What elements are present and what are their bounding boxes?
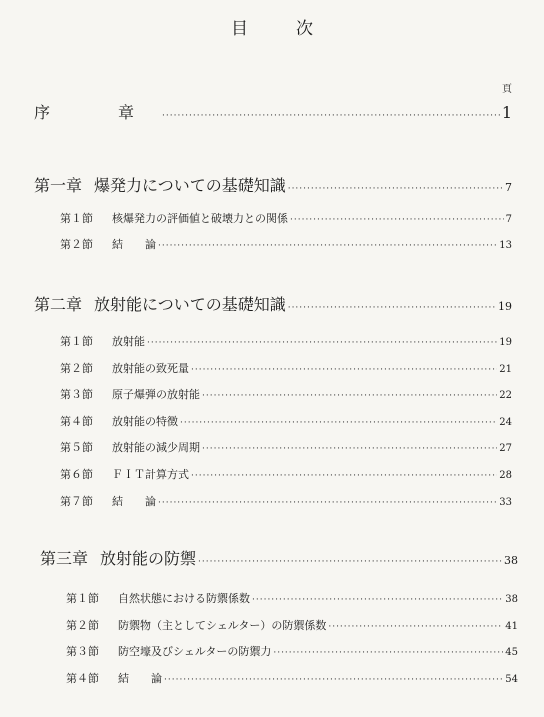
toc-entry-section[interactable]	[66, 670, 518, 686]
section-title: 結 論	[118, 672, 162, 685]
section-number: 第３節	[60, 388, 93, 401]
leader-dots	[198, 557, 502, 567]
toc-entry-prologue[interactable]	[34, 100, 512, 123]
section-number: 第２節	[66, 619, 99, 632]
page-number: 7	[505, 181, 512, 194]
toc-entry-section[interactable]	[60, 236, 512, 252]
toc-entry-section[interactable]	[60, 466, 512, 482]
leader-dots	[290, 215, 504, 225]
section-number: 第１節	[60, 212, 93, 225]
chapter-number: 第一章	[34, 176, 83, 195]
section-title: 結 論	[112, 495, 156, 508]
leader-dots	[202, 391, 497, 401]
toc-entry-section[interactable]	[66, 617, 518, 633]
page-number: 41	[505, 621, 518, 632]
chapter-number: 第三章	[40, 549, 89, 568]
page-number: 13	[499, 240, 512, 251]
section-number: 第２節	[60, 238, 93, 251]
section-number: 第２節	[60, 362, 93, 375]
section-title: 放射能の特徴	[112, 415, 178, 428]
page-number: 24	[499, 417, 512, 428]
leader-dots	[162, 111, 500, 121]
page-number: 19	[499, 337, 512, 348]
page-number: 27	[499, 443, 512, 454]
section-title: 結 論	[112, 238, 156, 251]
leader-dots	[158, 241, 497, 251]
page-number: 38	[505, 594, 518, 605]
leader-dots	[252, 595, 503, 605]
leader-dots	[273, 648, 503, 658]
chapter-title: 放射能の防禦	[100, 549, 197, 568]
leader-dots	[288, 184, 503, 194]
section-title: 放射能の減少周期	[112, 441, 200, 454]
toc-entry-section[interactable]	[60, 439, 512, 455]
page-number: 22	[499, 390, 512, 401]
page-number: 38	[504, 554, 518, 567]
toc-title-char-2: 次	[296, 19, 313, 39]
page-number: 54	[505, 674, 518, 685]
section-number: 第５節	[60, 441, 93, 454]
section-title: 自然状態における防禦係数	[118, 592, 250, 605]
toc-entry-chapter-3[interactable]	[40, 546, 518, 569]
page-number: 21	[499, 364, 512, 375]
leader-dots	[328, 622, 503, 632]
section-number: 第７節	[60, 495, 93, 508]
section-title: 放射能の致死量	[112, 362, 189, 375]
page-number: 33	[499, 497, 512, 508]
section-number: 第４節	[60, 415, 93, 428]
section-title: 防空壕及びシェルターの防禦力	[118, 645, 272, 658]
section-number: 第１節	[66, 592, 99, 605]
toc-entry-section[interactable]	[60, 360, 512, 376]
page-number: 28	[499, 470, 512, 481]
toc-entry-section[interactable]	[60, 413, 512, 429]
leader-dots	[180, 418, 497, 428]
leader-dots	[158, 498, 497, 508]
toc-entry-section[interactable]	[60, 386, 512, 402]
toc-entry-section[interactable]	[60, 333, 512, 349]
page-column-header: 頁	[502, 84, 512, 95]
toc-entry-section[interactable]	[66, 643, 518, 659]
leader-dots	[288, 303, 496, 313]
toc-entry-chapter-2[interactable]	[34, 292, 512, 315]
page-number: 7	[505, 214, 512, 225]
page-number: 45	[505, 647, 518, 658]
leader-dots	[191, 365, 497, 375]
page-number: 19	[498, 300, 512, 313]
leader-dots	[202, 444, 497, 454]
chapter-title: 放射能についての基礎知識	[94, 295, 286, 314]
section-number: 第４節	[66, 672, 99, 685]
chapter-title: 爆発力についての基礎知識	[94, 176, 286, 195]
toc-title	[0, 14, 544, 39]
section-title: 核爆発力の評価値と破壊力との関係	[112, 212, 288, 225]
toc-entry-section[interactable]	[60, 493, 512, 509]
toc-title-char-1: 目	[231, 19, 248, 39]
leader-dots	[164, 675, 503, 685]
toc-entry-chapter-1[interactable]	[34, 173, 512, 196]
leader-dots	[147, 338, 497, 348]
section-number: 第６節	[60, 468, 93, 481]
section-number: 第３節	[66, 645, 99, 658]
toc-entry-section[interactable]	[66, 590, 518, 606]
section-title: 放射能	[112, 335, 145, 348]
leader-dots	[191, 471, 497, 481]
page-number: 1	[501, 103, 512, 122]
chapter-number: 第二章	[34, 295, 83, 314]
prologue-label: 序 章	[34, 103, 161, 122]
section-number: 第１節	[60, 335, 93, 348]
toc-entry-section[interactable]	[60, 210, 512, 226]
section-title: 原子爆弾の放射能	[112, 388, 200, 401]
section-title: 防禦物（主としてシェルター）の防禦係数	[118, 619, 327, 632]
section-title: ＦＩＴ計算方式	[112, 468, 189, 481]
